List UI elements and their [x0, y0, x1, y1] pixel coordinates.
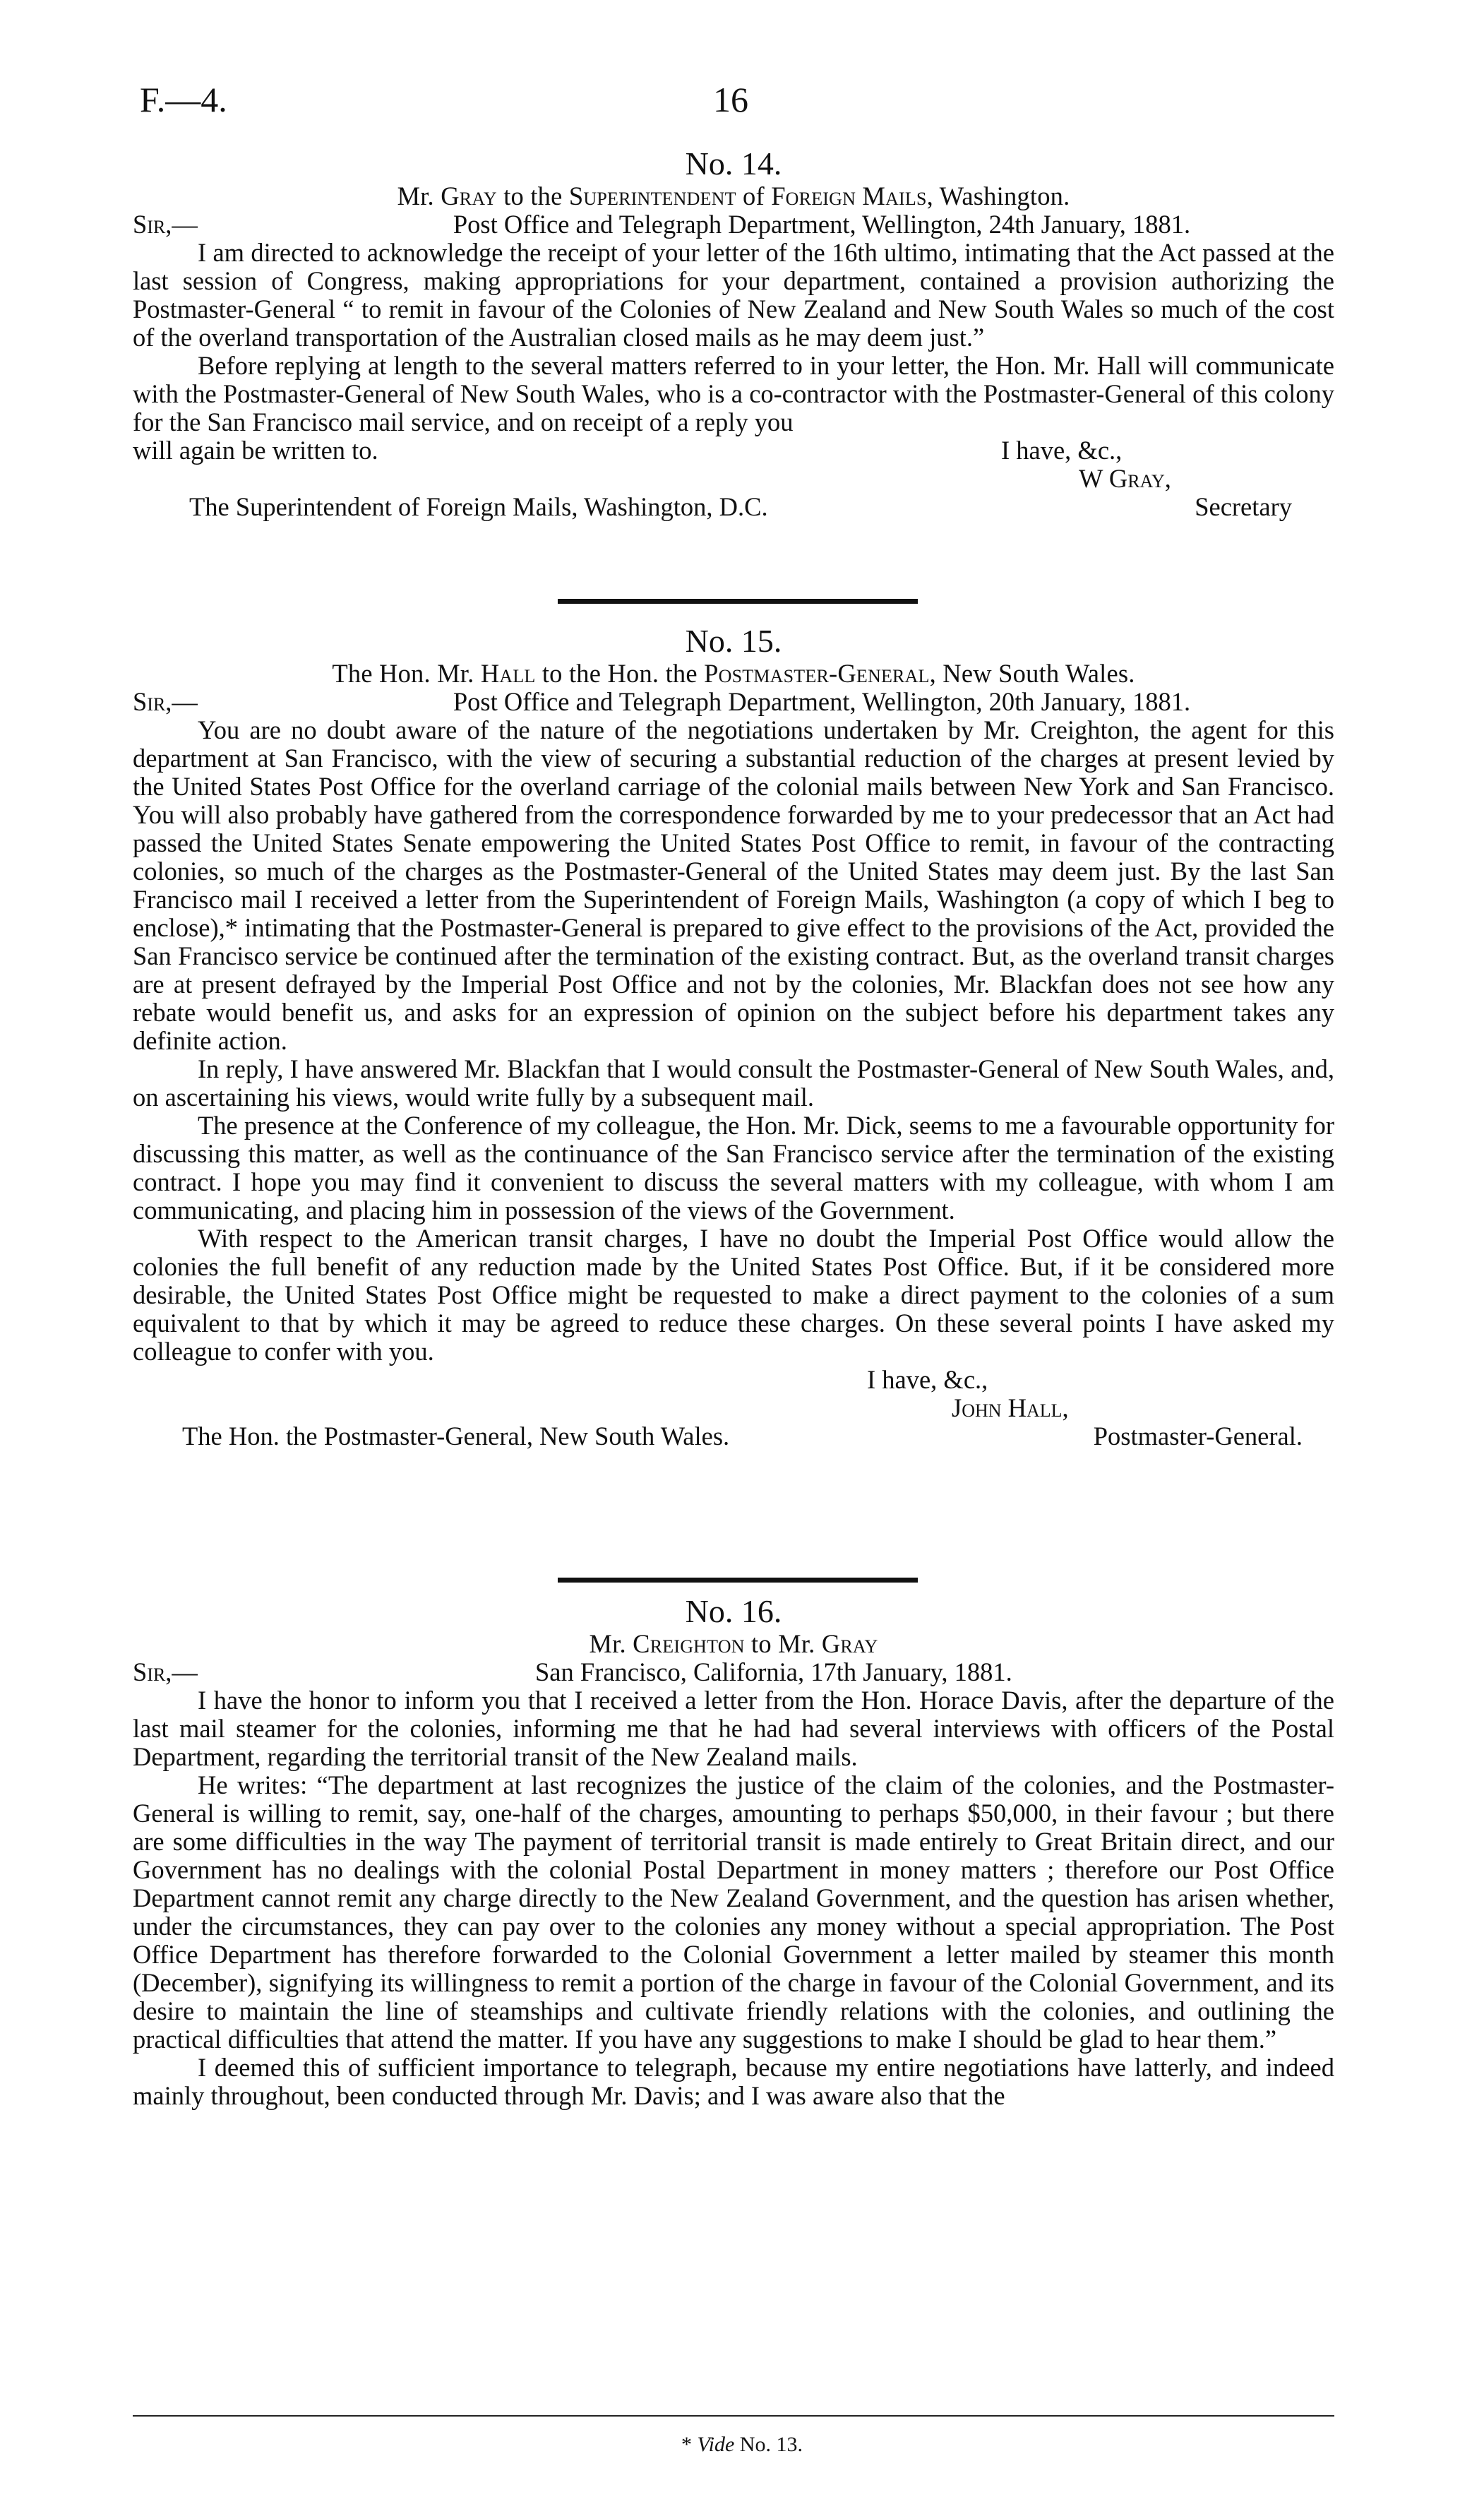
section-divider — [558, 1578, 918, 1583]
heading-text: , New South Wales. — [929, 659, 1135, 688]
footnote-rule — [133, 2415, 1334, 2417]
heading-name: Foreign Mails — [771, 181, 927, 210]
place-date: Post Office and Telegraph Department, Wellington, 24th January, 1881. — [453, 210, 1191, 239]
paragraph: In reply, I have answered Mr. Blackfan that I would consult the Postmaster-General of New South Wales, and, on ascertaining his views, would write fully by a subsequent mail. — [133, 1054, 1334, 1112]
salutation: Sir,— — [133, 1657, 198, 1686]
closing-line — [133, 436, 1334, 465]
place-date: Post Office and Telegraph Department, Wellington, 20th January, 1881. — [453, 687, 1191, 716]
paragraph: I am directed to acknowledge the receipt of your letter of the 16th ultimo, intimating that the Act passed at the last session of Congress, making appropriations for your department, contained a provision authorizing the Postmaster-General “ to remit in favour of the Colonies of New Zealand and New South Wales so much of the cost of the overland transportation of the Australian closed mails as he may deem just.” — [133, 238, 1334, 352]
heading-text: to the — [496, 181, 569, 210]
salutation-line — [133, 1658, 1334, 1686]
salutation-line — [133, 210, 1334, 239]
section-divider — [558, 599, 918, 604]
heading-text: Mr. — [397, 181, 441, 210]
salutation-line — [133, 688, 1334, 716]
addressee: The Hon. the Postmaster-General, New South Wales. — [182, 1422, 730, 1450]
paragraph: Before replying at length to the several matters referred to in your letter, the Hon. Mr. Hall will communicate with the Postmaster-General of New South Wales, who is a co-contractor with the Postmaster-General of this colony for the San Francisco mail service, and on receipt of a reply you — [133, 351, 1334, 436]
heading-name: Gray — [821, 1629, 878, 1658]
closing: I have, &c., — [1001, 436, 1123, 465]
heading-text: , Washington. — [926, 181, 1070, 210]
letter-number: No. 16. — [685, 1593, 782, 1629]
heading-name: Postmaster-General — [704, 659, 930, 688]
letter-number: No. 15. — [685, 623, 782, 659]
letter-heading — [133, 1630, 1334, 1658]
signature: W Gray, — [1079, 464, 1171, 493]
place-date: San Francisco, California, 17th January, 1881. — [535, 1657, 1012, 1686]
addressee: The Superintendent of Foreign Mails, Washington, D.C. — [189, 492, 768, 521]
footnote-ref: No. 13. — [734, 2433, 803, 2456]
closing: I have, &c., — [867, 1365, 988, 1394]
paragraph: He writes: “The department at last recognizes the justice of the claim of the colonies, and the Postmaster-General is willing to remit, say, one-half of the charges, amounting to perhaps $50,000, in their favour ; but there are some difficulties in the way The payment of territorial transit is made entirely to Great Britain direct, and our Government has no dealings with the colonial Postal Department in money matters ; therefore our Post Office Department cannot remit any charge directly to the New Zealand Government, and the question has arisen whether, under the circumstances, they can pay over to the colonies any money without a special appropriation. The Post Office Department has therefore forwarded to the Colonial Government a letter mailed by steamer this month (December), signifying its willingness to remit a portion of the charge in favour of the Colonial Government, and its desire to maintain the line of steamships and cultivate friendly relations with the colonies, and outlining the practical difficulties that attend the matter. If you have any suggestions to make I should be glad to hear them.” — [133, 1770, 1334, 2054]
signatory-title: Secretary — [1195, 492, 1292, 521]
letter-no-14 — [133, 145, 1334, 521]
letter-number: No. 14. — [685, 145, 782, 181]
heading-text: to the Hon. the — [535, 659, 705, 688]
footnote-marker: * — [681, 2433, 698, 2456]
heading-text: of — [736, 181, 772, 210]
signature: John Hall, — [952, 1393, 1069, 1422]
document-reference: F.—4. — [140, 80, 227, 119]
letter-no-16 — [133, 1593, 1334, 2110]
paragraph: With respect to the American transit charges, I have no doubt the Imperial Post Office would allow the colonies the full benefit of any reduction made by the United States Post Office. But, if it be considered more desirable, the United States Post Office might be requested to make a direct payment to the colonies of a sum equivalent to that by which it may be agreed to reduce these charges. On these several points I have asked my colleague to confer with you. — [133, 1224, 1334, 1366]
heading-text: The Hon. Mr. — [332, 659, 481, 688]
signatory-title: Postmaster-General. — [1093, 1422, 1303, 1450]
heading-name: Creighton — [633, 1629, 745, 1658]
heading-text: to Mr. — [744, 1629, 822, 1658]
letter-no-15 — [133, 623, 1334, 1450]
paragraph: The presence at the Conference of my colleague, the Hon. Mr. Dick, seems to me a favourable opportunity for discussing this matter, as well as the continuance of the San Francisco service after the termination of the existing contract. I hope you may find it convenient to discuss the several matters with my colleague, with whom I am communicating, and placing him in possession of the views of the Government. — [133, 1111, 1334, 1225]
last-line: will again be written to. — [133, 436, 378, 465]
addressee-line — [133, 493, 1334, 521]
page-number: 16 — [713, 80, 748, 119]
letter-heading — [133, 660, 1334, 688]
paragraph: You are no doubt aware of the nature of the negotiations undertaken by Mr. Creighton, the agent for this department at San Francisco, with the view of securing a substantial reduction of the charges at present levied by the United States Post Office for the overland carriage of the colonial mails between New York and San Francisco. You will also probably have gathered from the correspondence forwarded by me to your predecessor that an Act had passed the United States Senate empowering the United States Post Office to remit, in favour of the contracting colonies, so much of the charges as the Postmaster-General of the United States may deem just. By the last San Francisco mail I received a letter from the Superintendent of Foreign Mails, Washington (a copy of which I beg to enclose),* intimating that the Postmaster-General is prepared to give effect to the provisions of the Act, provided the San Francisco service be continued after the termination of the existing contract. But, as the overland transit charges are at present defrayed by the Imperial Post Office and not by the colonies, Mr. Blackfan does not see how any rebate would benefit us, and asks for an expression of opinion on the subject before his department takes any definite action. — [133, 715, 1334, 1055]
salutation: Sir,— — [133, 210, 198, 239]
addressee-line — [133, 1422, 1334, 1450]
paragraph: I deemed this of sufficient importance to telegraph, because my entire negotiations have latterly, and indeed mainly throughout, been conducted through Mr. Davis; and I was aware also that the — [133, 2053, 1334, 2110]
salutation: Sir,— — [133, 687, 198, 716]
footnote-vide: Vide — [697, 2433, 735, 2456]
footnote — [0, 2433, 1484, 2457]
heading-name: Superintendent — [568, 181, 736, 210]
letter-heading — [133, 182, 1334, 210]
heading-name: Gray — [441, 181, 497, 210]
paragraph: I have the honor to inform you that I received a letter from the Hon. Horace Davis, after the departure of the last mail steamer for the colonies, informing me that he had had several interviews with officers of the Postal Department, regarding the territorial transit of the New Zealand mails. — [133, 1686, 1334, 1771]
heading-name: Hall — [480, 659, 536, 688]
heading-text: Mr. — [589, 1629, 633, 1658]
